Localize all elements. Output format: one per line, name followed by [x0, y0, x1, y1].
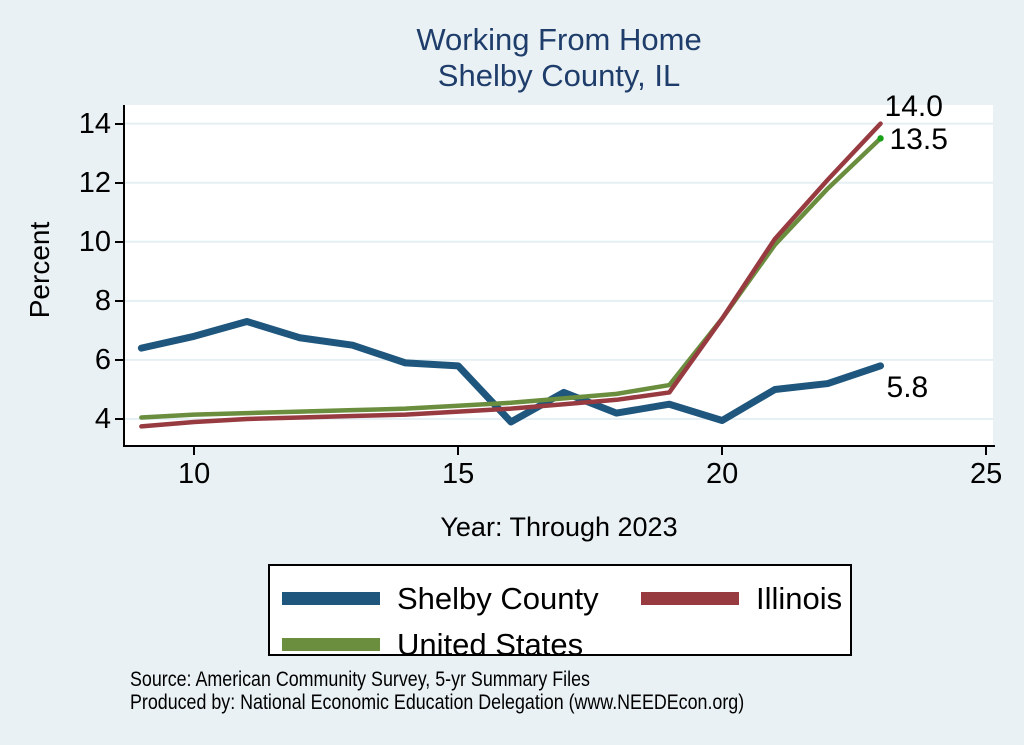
y-tick-label-4: 4: [94, 403, 111, 435]
legend-swatch-united-states: [282, 638, 380, 651]
x-axis-line: [123, 445, 995, 447]
y-tick-label-10: 10: [78, 225, 111, 258]
x-tick-10: [193, 447, 195, 455]
y-tick-4: [115, 418, 123, 420]
legend-swatch-shelby-county: [282, 592, 380, 605]
produced-by-line: Produced by: National Economic Education Delegation (www.NEEDEcon.org): [130, 691, 745, 714]
legend: [268, 564, 852, 662]
x-tick-label-15: 15: [442, 458, 475, 490]
plot-area: [125, 89, 993, 445]
y-tick-label-6: 6: [94, 343, 111, 376]
chart-title-line1: Working From Home: [416, 22, 702, 57]
y-tick-8: [115, 300, 123, 302]
x-tick-25: [985, 447, 987, 455]
x-tick-20: [721, 447, 723, 455]
chart-lines-svg: [125, 105, 993, 445]
y-tick-label-12: 12: [78, 166, 111, 199]
series-line-illinois: [141, 124, 880, 427]
y-tick-label-14: 14: [78, 107, 111, 140]
legend-label-united-states: United States: [397, 627, 584, 662]
x-tick-label-25: 25: [969, 458, 1003, 490]
x-axis-title: Year: Through 2023: [440, 512, 678, 542]
series-line-united-states: [141, 138, 880, 417]
source-line: Source: American Community Survey, 5-yr Summary Files: [130, 668, 590, 691]
chart-title: [125, 22, 993, 94]
y-tick-14: [115, 123, 123, 125]
legend-swatch-illinois: [641, 592, 739, 605]
y-axis-title: Percent: [24, 221, 55, 319]
y-tick-12: [115, 182, 123, 184]
source-note: [130, 668, 744, 714]
y-tick-label-8: 8: [94, 284, 111, 317]
chart-title-line2: Shelby County, IL: [437, 58, 681, 93]
legend-label-shelby-county: Shelby County: [397, 581, 599, 616]
y-tick-10: [115, 241, 123, 243]
x-tick-label-10: 10: [178, 458, 211, 490]
end-marker-united-states: [877, 135, 883, 141]
end-label-14-0: 14.0: [884, 89, 943, 123]
x-tick-label-20: 20: [706, 458, 739, 490]
x-tick-15: [457, 447, 459, 455]
end-label-5-8: 5.8: [886, 370, 929, 404]
y-tick-6: [115, 359, 123, 361]
y-axis-line: [123, 105, 125, 447]
end-label-13-5: 13.5: [889, 123, 948, 157]
legend-label-illinois: Illinois: [756, 581, 843, 616]
